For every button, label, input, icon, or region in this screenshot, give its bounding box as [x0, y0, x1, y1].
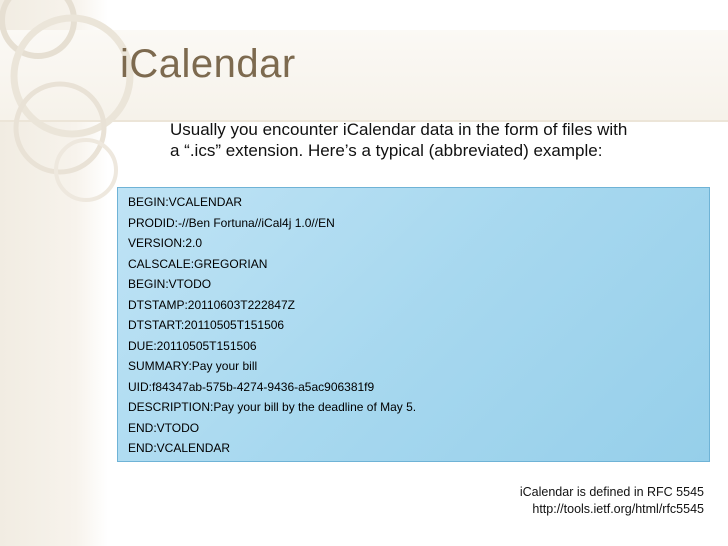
intro-paragraph: Usually you encounter iCalendar data in the form of files with a “.ics” extension. Here’s a typical (abbreviated) example:: [170, 120, 628, 160]
code-line: DESCRIPTION:Pay your bill by the deadline of May 5.: [128, 400, 417, 414]
code-line: PRODID:-//Ben Fortuna//iCal4j 1.0//EN: [128, 216, 335, 230]
code-line: CALSCALE:GREGORIAN: [128, 257, 268, 271]
code-line: BEGIN:VCALENDAR: [128, 195, 243, 209]
code-line: DTSTAMP:20110603T222847Z: [128, 298, 295, 312]
slide-title: iCalendar: [120, 42, 296, 86]
code-line: BEGIN:VTODO: [128, 277, 212, 291]
code-line: DUE:20110505T151506: [128, 339, 257, 353]
code-line: SUMMARY:Pay your bill: [128, 359, 258, 373]
code-line: END:VCALENDAR: [128, 441, 231, 455]
footer-rfc-text: iCalendar is defined in RFC 5545: [519, 485, 704, 499]
code-line: UID:f84347ab-575b-4274-9436-a5ac906381f9: [128, 380, 375, 394]
footer-note: [520, 484, 704, 518]
code-line: DTSTART:20110505T151506: [128, 318, 285, 332]
code-example-box: [117, 187, 710, 462]
code-line: VERSION:2.0: [128, 236, 203, 250]
code-line: END:VTODO: [128, 421, 200, 435]
footer-rfc-link: http://tools.ietf.org/html/rfc5545: [532, 502, 704, 516]
